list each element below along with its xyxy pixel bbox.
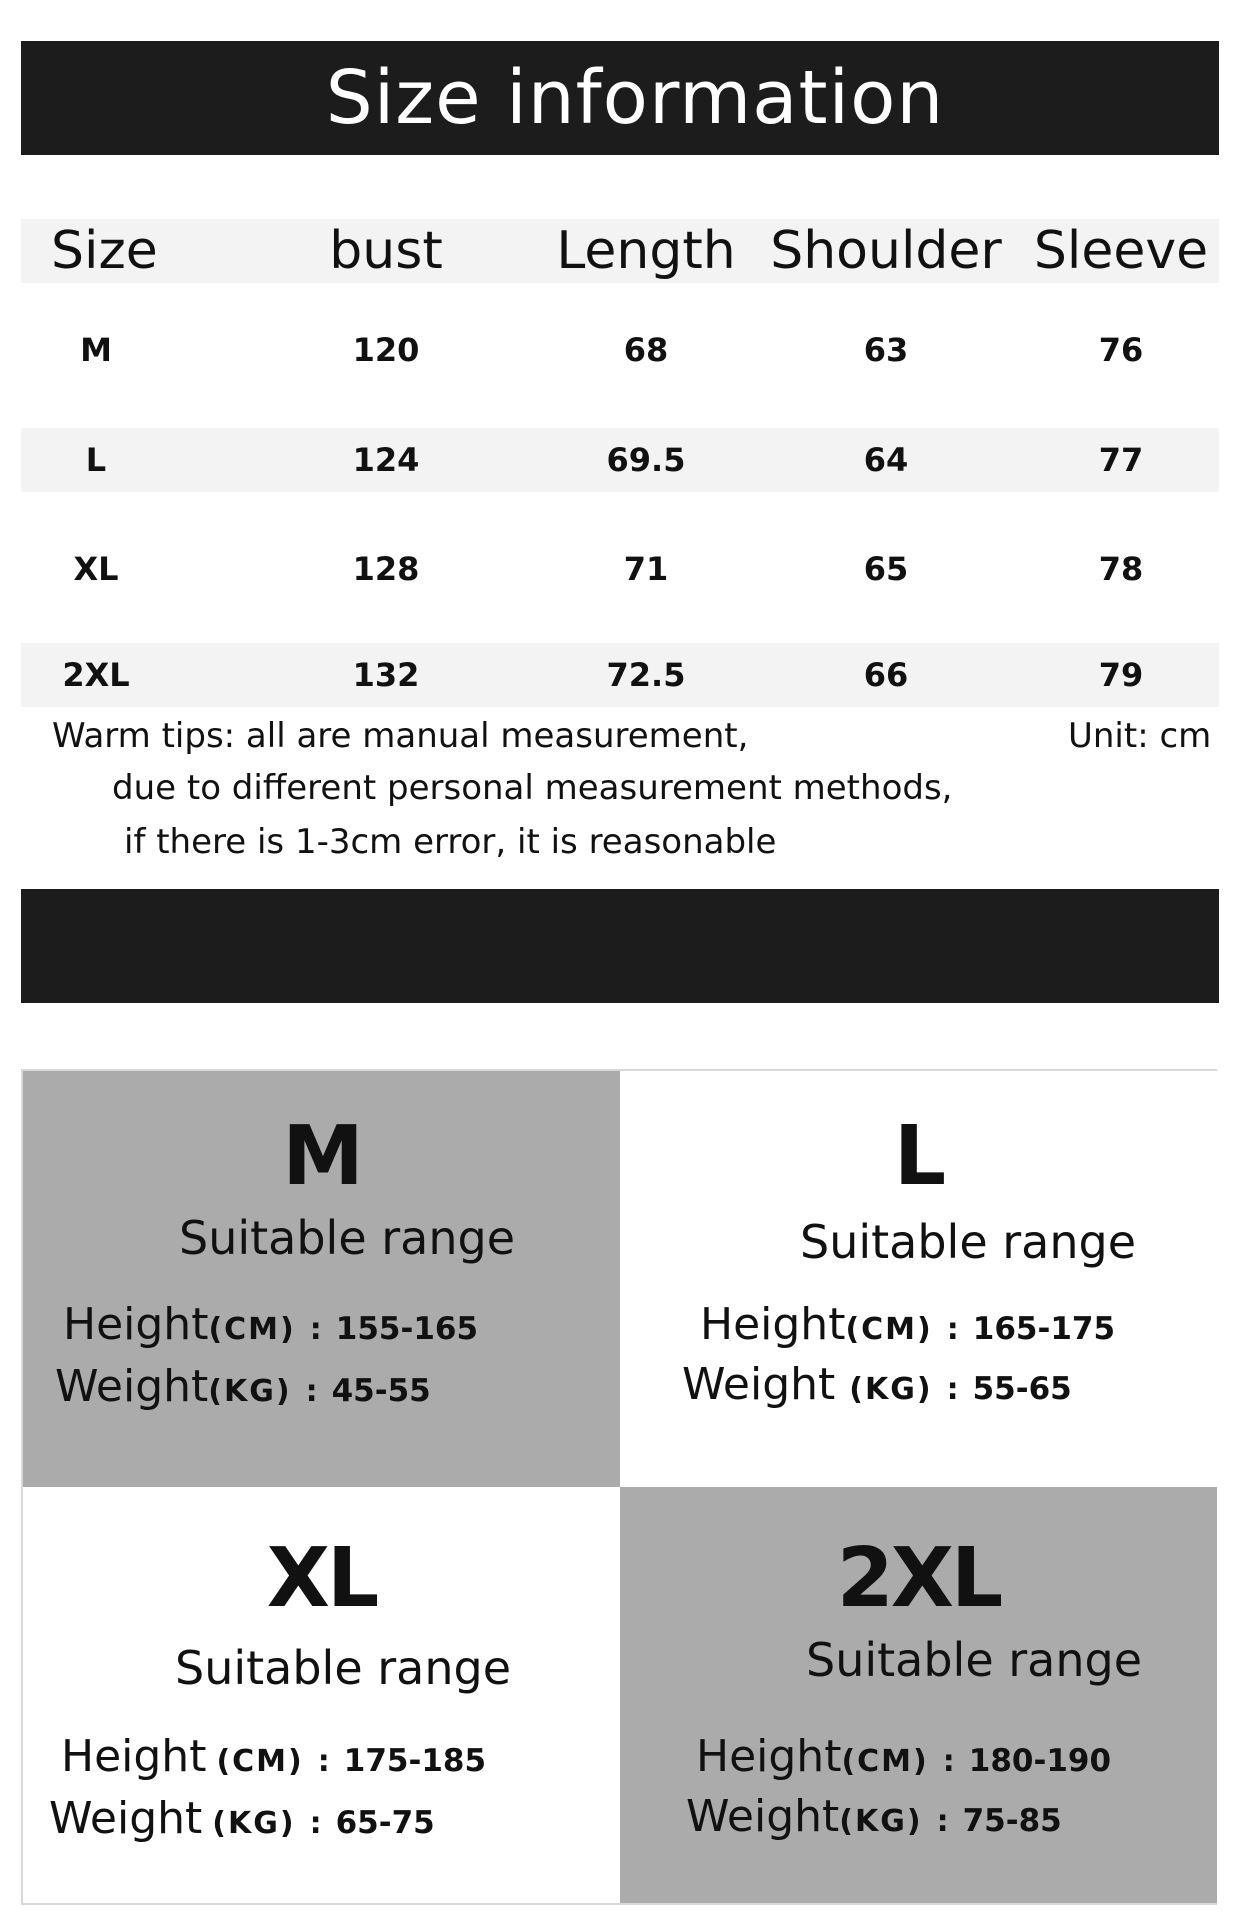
size-table [21,219,1219,709]
height-value: 155-165 [335,1311,479,1347]
height-range [700,1299,1115,1350]
cell-shoulder: 63 [863,331,909,369]
height-range [696,1731,1111,1782]
size-card-2xl [620,1487,1217,1903]
weight-value: 55-65 [972,1371,1072,1407]
tips-line-2: due to different personal measurement methods, [112,768,953,808]
tips-line-1: Warm tips: all are manual measurement, [52,716,749,756]
card-range-label: Suitable range [806,1633,1143,1687]
height-label: Height [63,1299,209,1350]
table-row [21,537,1219,601]
separator: : [309,1806,322,1841]
separator: : [946,1372,959,1407]
height-unit: (CM) [841,1744,929,1779]
card-size-label: M [282,1109,361,1204]
separator: : [936,1804,949,1839]
weight-unit: (KG) [849,1372,933,1407]
cell-sleeve: 76 [1098,331,1144,369]
title-banner [21,41,1219,155]
weight-range [55,1361,431,1412]
cell-size: L [85,441,107,479]
tips-line-3: if there is 1-3cm error, it is reasonable [124,822,777,862]
column-header-bust: bust [329,221,443,281]
size-card-l [620,1071,1217,1487]
separator: : [305,1374,318,1409]
cell-sleeve: 78 [1098,550,1144,588]
divider-banner [21,889,1219,1003]
page-title: Size information [325,55,945,141]
table-row [21,318,1219,382]
height-value: 180-190 [968,1743,1112,1779]
height-value: 165-175 [972,1311,1116,1347]
card-range-label: Suitable range [175,1641,512,1695]
cell-length: 72.5 [606,656,686,694]
weight-unit: (KG) [839,1804,923,1839]
separator: : [942,1744,955,1779]
cell-size: 2XL [62,656,130,694]
cell-size: M [80,331,112,369]
separator: : [309,1312,322,1347]
card-range-label: Suitable range [179,1211,516,1265]
cell-sleeve: 77 [1098,441,1144,479]
unit-label: Unit: cm [1068,716,1212,756]
height-unit: (CM) [216,1744,304,1779]
table-row [21,643,1219,707]
height-label: Height [696,1731,842,1782]
size-card-xl [23,1487,620,1903]
table-header-row [21,219,1219,283]
weight-range [682,1359,1072,1410]
separator: : [317,1744,330,1779]
weight-range [49,1793,435,1844]
cell-bust: 120 [352,331,420,369]
cell-shoulder: 66 [863,656,909,694]
cell-shoulder: 65 [863,550,909,588]
column-header-shoulder: Shoulder [770,221,1002,281]
column-header-sleeve: Sleeve [1033,221,1209,281]
height-unit: (CM) [208,1312,296,1347]
height-range [63,1299,478,1350]
weight-label: Weight [55,1361,209,1412]
weight-range [686,1791,1062,1842]
cell-bust: 128 [352,550,420,588]
cell-size: XL [73,550,119,588]
height-value: 175-185 [343,1743,487,1779]
cell-length: 68 [623,331,669,369]
size-card-m [23,1071,620,1487]
card-size-label: XL [266,1531,377,1626]
table-row [21,428,1219,492]
card-range-label: Suitable range [800,1215,1137,1269]
height-label: Height [61,1731,207,1782]
column-header-size: Size [51,221,158,281]
cell-length: 69.5 [606,441,686,479]
height-range [61,1731,486,1782]
weight-label: Weight [49,1793,203,1844]
size-range-grid [21,1069,1217,1905]
weight-label: Weight [682,1359,836,1410]
card-size-label: L [893,1109,944,1204]
weight-value: 45-55 [331,1373,431,1409]
card-size-label: 2XL [836,1531,1001,1626]
weight-unit: (KG) [208,1374,292,1409]
cell-bust: 132 [352,656,420,694]
cell-bust: 124 [352,441,420,479]
cell-sleeve: 79 [1098,656,1144,694]
cell-length: 71 [623,550,669,588]
weight-value: 75-85 [962,1803,1062,1839]
separator: : [946,1312,959,1347]
height-label: Height [700,1299,846,1350]
column-header-length: Length [556,221,736,281]
weight-label: Weight [686,1791,840,1842]
weight-unit: (KG) [212,1806,296,1841]
weight-value: 65-75 [335,1805,435,1841]
height-unit: (CM) [845,1312,933,1347]
cell-shoulder: 64 [863,441,909,479]
